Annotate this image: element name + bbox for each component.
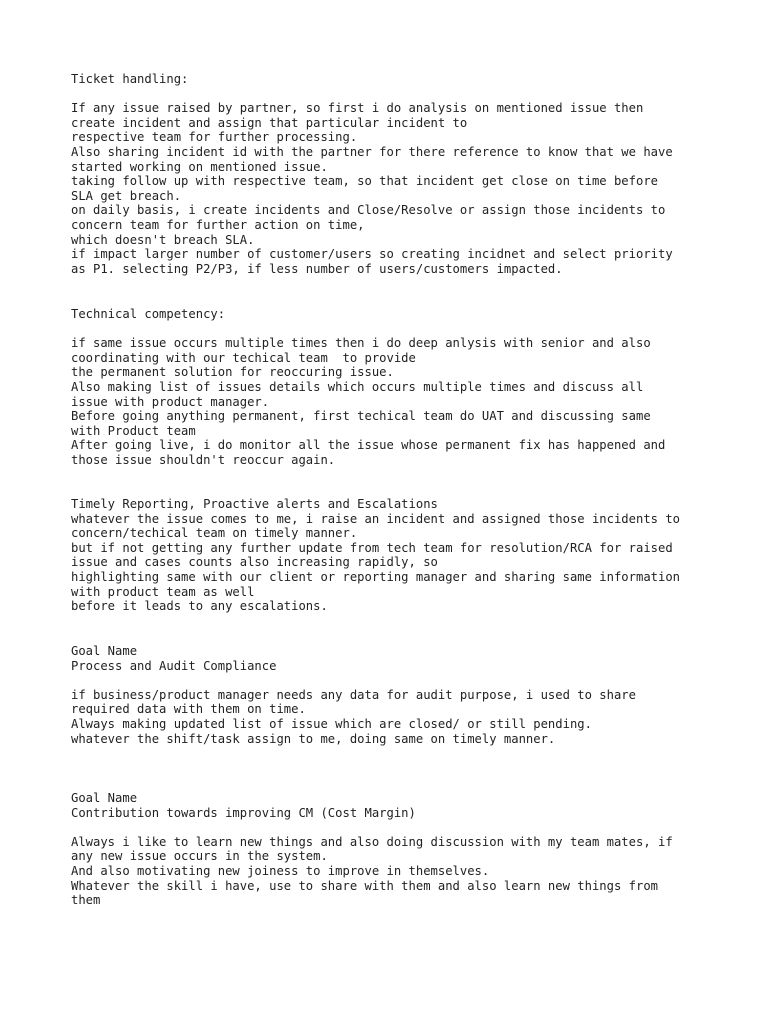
text-line: whatever the shift/task assign to me, doing same on timely manner. <box>71 731 556 746</box>
text-line: concern team for further action on time, <box>71 217 365 232</box>
text-line: Also sharing incident id with the partner for there reference to know that we have <box>71 144 673 159</box>
section-heading: Ticket handling: <box>71 72 189 86</box>
section-heading: Technical competency: <box>71 307 226 321</box>
text-line: any new issue occurs in the system. <box>71 849 328 864</box>
goal-label: Goal Name <box>71 791 138 805</box>
text-line: Always making updated list of issue which are closed/ or still pending. <box>71 716 592 731</box>
section-goal-process-audit <box>71 644 636 746</box>
text-line: those issue shouldn't reoccur again. <box>71 452 336 467</box>
text-line: but if not getting any further update from tech team for resolution/RCA for raised <box>71 540 673 555</box>
section-heading: Timely Reporting, Proactive alerts and Escalations <box>71 497 438 511</box>
text-line: with Product team <box>71 423 196 438</box>
text-line: create incident and assign that particular incident to <box>71 115 468 130</box>
text-line: After going live, i do monitor all the issue whose permanent fix has happened and <box>71 438 666 453</box>
text-line: which doesn't breach SLA. <box>71 232 255 247</box>
text-line: whatever the issue comes to me, i raise an incident and assigned those incidents to <box>71 511 681 526</box>
text-line: if business/product manager needs any data for audit purpose, i used to share <box>71 687 636 702</box>
section-ticket-handling <box>71 72 673 276</box>
blank-line <box>71 87 673 102</box>
goal-name: Process and Audit Compliance <box>71 658 277 673</box>
text-line: coordinating with our techical team to provide <box>71 350 416 365</box>
text-line: respective team for further processing. <box>71 130 358 145</box>
section-timely-reporting <box>71 497 680 614</box>
text-line: before it leads to any escalations. <box>71 599 328 614</box>
text-line: them <box>71 893 101 908</box>
blank-line <box>71 820 673 835</box>
text-line: started working on mentioned issue. <box>71 159 328 174</box>
text-line: If any issue raised by partner, so first i do analysis on mentioned issue then <box>71 101 644 116</box>
text-line: required data with them on time. <box>71 702 306 717</box>
text-line: the permanent solution for reoccuring issue. <box>71 365 394 380</box>
text-line: Also making list of issues details which occurs multiple times and discuss all <box>71 379 644 394</box>
section-body <box>71 835 673 908</box>
blank-line <box>71 322 665 337</box>
text-line: if same issue occurs multiple times then i do deep anlysis with senior and also <box>71 336 651 351</box>
text-line: issue and cases counts also increasing rapidly, so <box>71 555 438 570</box>
text-line: if impact larger number of customer/users so creating incidnet and select priority <box>71 247 673 262</box>
text-line: highlighting same with our client or reporting manager and sharing same information <box>71 569 681 584</box>
goal-name: Contribution towards improving CM (Cost Margin) <box>71 805 416 820</box>
text-line: And also motivating new joiness to improve in themselves. <box>71 863 490 878</box>
text-line: Before going anything permanent, first techical team do UAT and discussing same <box>71 409 651 424</box>
section-body <box>71 336 665 467</box>
text-line: concern/techical team on timely manner. <box>71 526 358 541</box>
text-line: as P1. selecting P2/P3, if less number of users/customers impacted. <box>71 261 563 276</box>
section-body <box>71 512 680 614</box>
text-line: taking follow up with respective team, so that incident get close on time before <box>71 174 658 189</box>
text-line: with product team as well <box>71 584 255 599</box>
text-line: Always i like to learn new things and also doing discussion with my team mates, if <box>71 834 673 849</box>
section-technical-competency <box>71 307 665 468</box>
section-body <box>71 688 636 746</box>
text-line: issue with product manager. <box>71 394 270 409</box>
text-line: on daily basis, i create incidents and Close/Resolve or assign those incidents to <box>71 203 666 218</box>
section-goal-cost-margin <box>71 791 673 908</box>
section-body <box>71 101 673 276</box>
goal-label: Goal Name <box>71 644 138 658</box>
text-line: Whatever the skill i have, use to share with them and also learn new things from <box>71 878 658 893</box>
text-line: SLA get breach. <box>71 188 182 203</box>
blank-line <box>71 673 636 688</box>
